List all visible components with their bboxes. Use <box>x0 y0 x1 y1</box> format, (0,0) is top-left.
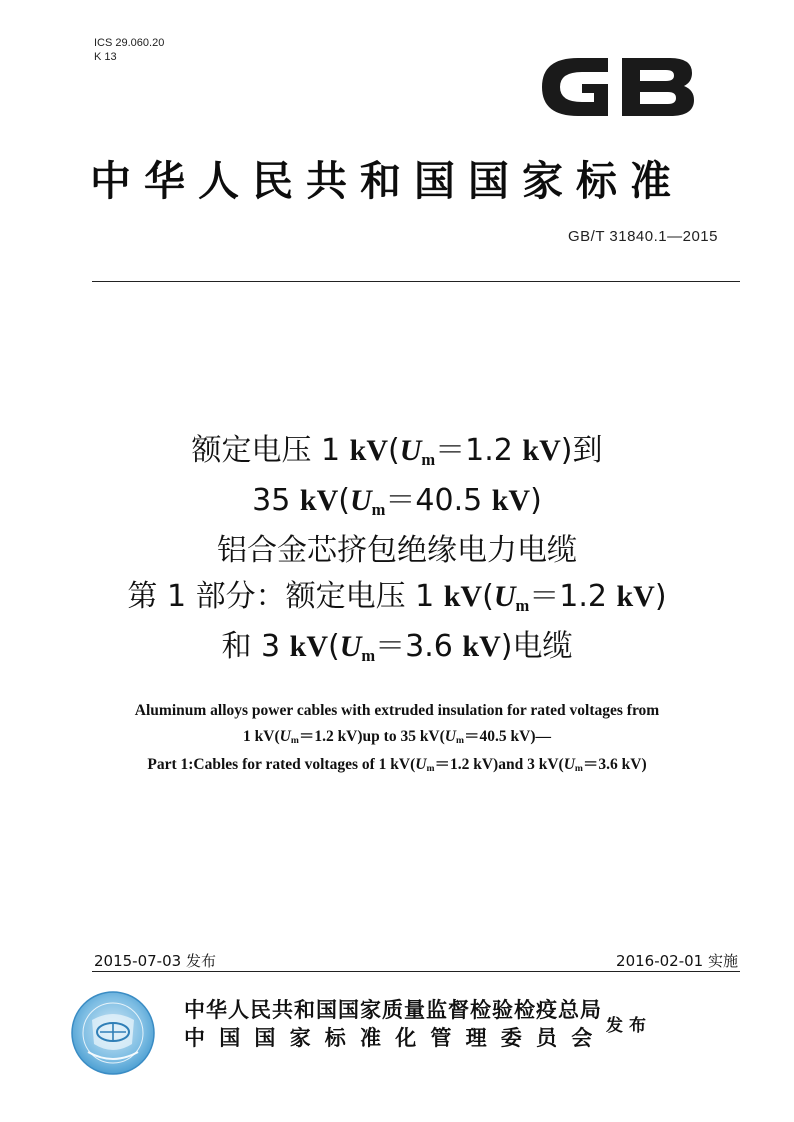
english-title <box>60 698 734 780</box>
national-standard-heading: 中华人民共和国国家标准 <box>90 157 684 205</box>
issue-date: 2015-07-03 发布 <box>94 952 216 970</box>
en-title-line-3: Part 1:Cables for rated voltages of 1 kV(Um＝1.2 kV)and 3 kV(Um＝3.6 kV) <box>147 756 647 775</box>
top-divider <box>92 281 740 282</box>
cn-title-line-4: 第 1 部分：额定电压 1 kV(Um＝1.2 kV) <box>127 579 667 615</box>
issue-verb: 发布 <box>606 1016 652 1036</box>
gb-logo <box>538 56 696 118</box>
anti-counterfeit-stamp-icon <box>70 990 156 1076</box>
ccs-code: K 13 <box>94 51 117 63</box>
classification-codes <box>94 36 164 64</box>
cn-title-line-1: 额定电压 1 kV(Um＝1.2 kV)到 <box>191 433 603 469</box>
en-title-line-1: Aluminum alloys power cables with extruded insulation for rated voltages from <box>134 702 660 719</box>
chinese-title <box>60 428 734 674</box>
cn-title-line-2: 35 kV(Um＝40.5 kV) <box>252 483 542 519</box>
implementation-date: 2016-02-01 实施 <box>616 952 738 970</box>
gb-logo-text: GB <box>538 56 540 57</box>
cn-title-line-3: 铝合金芯挤包绝缘电力电缆 <box>217 533 577 568</box>
issuer-sac: 中国国家标准化管理委员会 <box>184 1026 607 1050</box>
en-title-line-2: 1 kV(Um＝1.2 kV)up to 35 kV(Um＝40.5 kV)— <box>243 728 551 747</box>
cn-title-line-5: 和 3 kV(Um＝3.6 kV)电缆 <box>221 629 573 665</box>
issuer-aqsiq: 中华人民共和国国家质量监督检验检疫总局 <box>184 998 602 1022</box>
bottom-divider <box>92 971 740 972</box>
ics-code: ICS 29.060.20 <box>94 37 165 49</box>
standard-number: GB/T 31840.1—2015 <box>568 228 718 245</box>
